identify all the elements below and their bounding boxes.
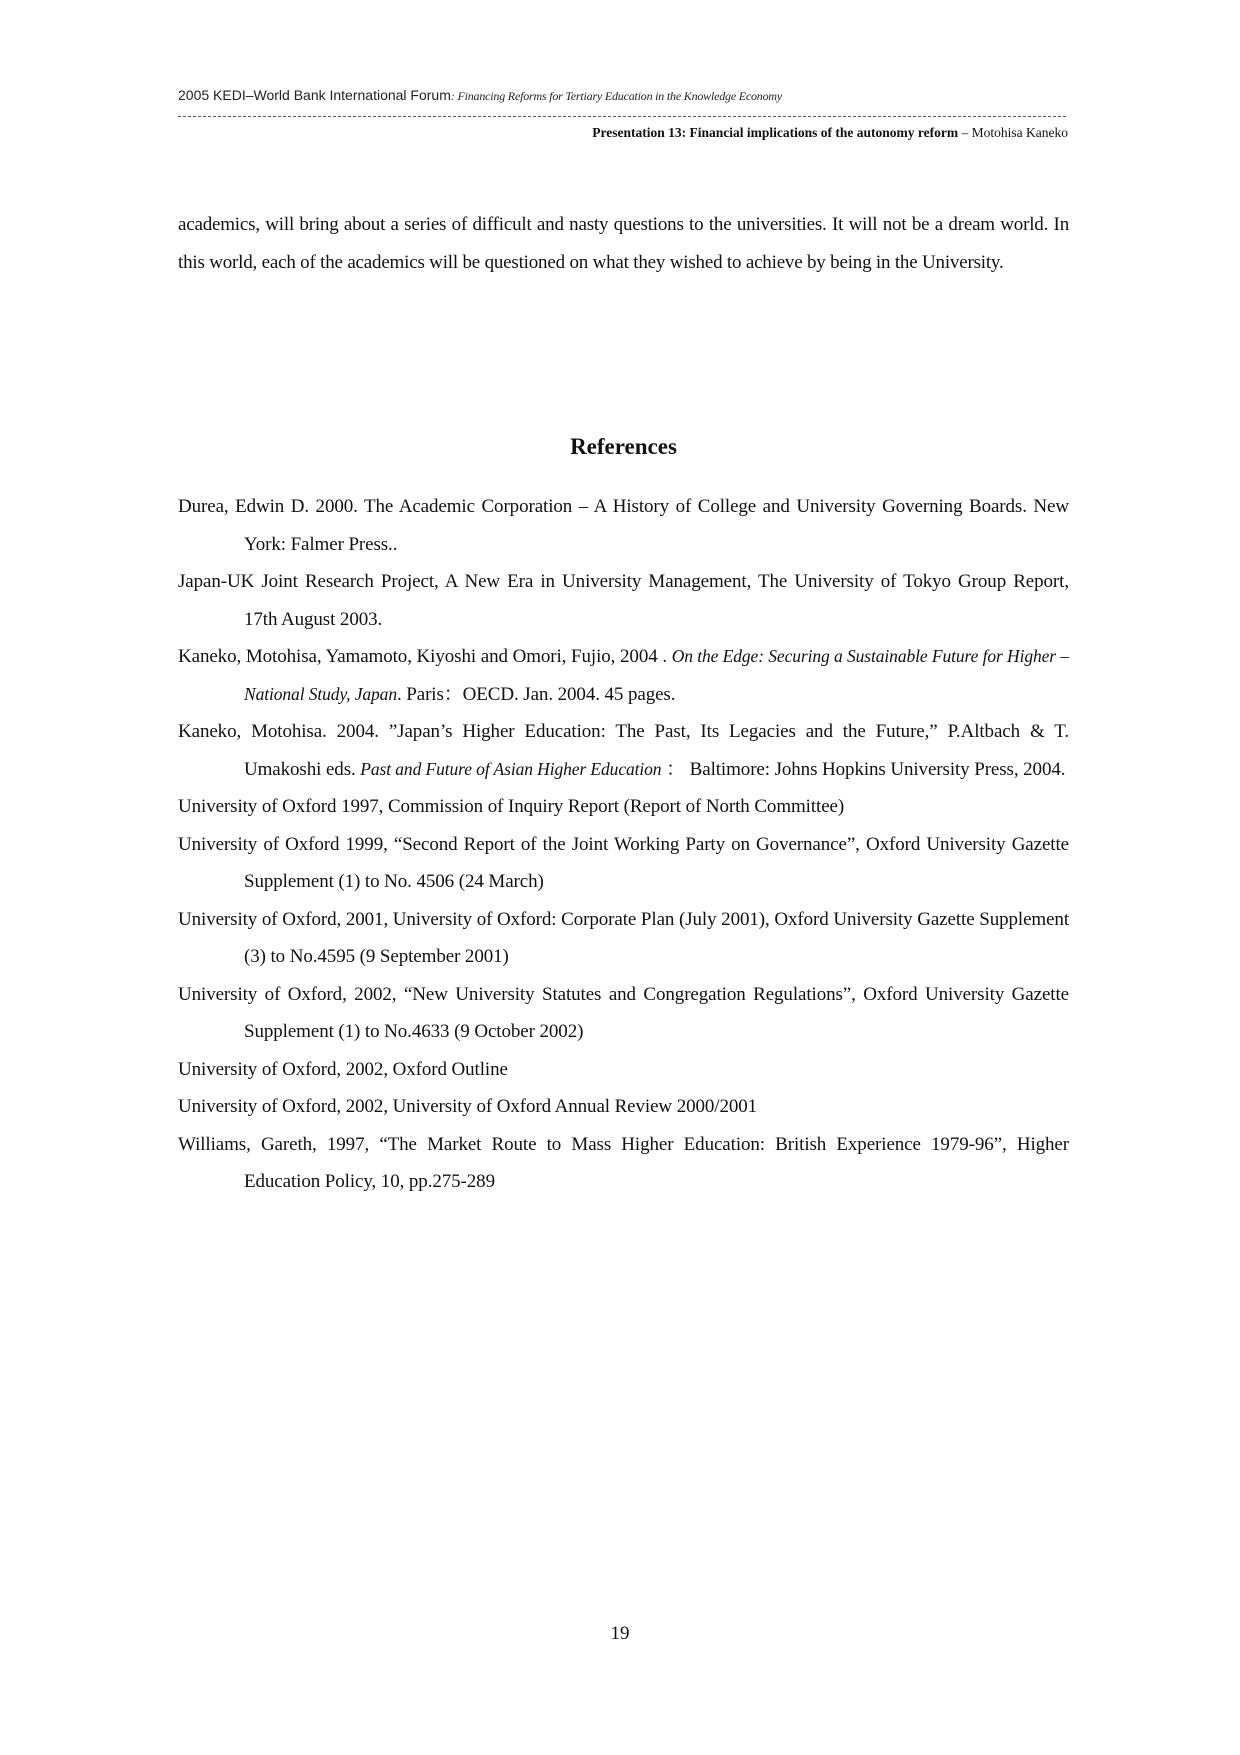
reference-item — [178, 638, 1069, 713]
reference-item: University of Oxford, 2001, University of Oxford: Corporate Plan (July 2001), Oxford University Gazette Supplement (3) to No.4595 (9 September 2001) — [178, 908, 1069, 967]
presentation-line — [592, 124, 1068, 142]
reference-text: ： Baltimore: Johns Hopkins University Press, 2004. — [661, 758, 1066, 780]
reference-text: Kaneko, Motohisa, Yamamoto, Kiyoshi and Omori, Fujio, 2004 . — [178, 646, 672, 667]
forum-name: 2005 KEDI–World Bank International Forum — [178, 87, 451, 103]
reference-item: University of Oxford, 2002, University of Oxford Annual Review 2000/2001 — [178, 1096, 758, 1117]
presentation-author: – Motohisa Kaneko — [958, 125, 1068, 140]
references-heading: References — [570, 434, 677, 459]
reference-text: Kaneko, Motohisa. 2004. ”Japan’s Higher Education: The Past, Its Legacies and the Future,” P.Altbach & T. Umakoshi eds. — [178, 721, 1069, 780]
reference-text: . Paris：OECD. Jan. 2004. 45 pages. — [396, 683, 676, 705]
reference-item: University of Oxford, 2002, Oxford Outline — [178, 1058, 508, 1080]
references-list — [178, 488, 1069, 1201]
reference-item — [178, 713, 1069, 788]
header-divider — [178, 116, 1066, 117]
body-paragraph: academics, will bring about a series of difficult and nasty questions to the universities. It will not be a dream world. In this world, each of the academics will be questioned on what they wished to achieve by being in the University. — [178, 214, 1069, 273]
reference-item: Williams, Gareth, 1997, “The Market Route to Mass Higher Education: British Experience 1979-96”, Higher Education Policy, 10, pp.275-289 — [178, 1133, 1069, 1192]
presentation-title: Presentation 13: Financial implications of the autonomy reform — [592, 125, 959, 140]
reference-item: Japan-UK Joint Research Project, A New Era in University Management, The University of Tokyo Group Report, 17th August 2003. — [178, 571, 1069, 630]
reference-item: University of Oxford 1997, Commission of Inquiry Report (Report of North Committee) — [178, 796, 845, 817]
forum-subtitle: : Financing Reforms for Tertiary Education in the Knowledge Economy — [450, 89, 783, 103]
reference-item: Durea, Edwin D. 2000. The Academic Corporation – A History of College and University Governing Boards. New York: Falmer Press.. — [178, 496, 1069, 555]
page-number: 19 — [610, 1623, 630, 1644]
reference-item: University of Oxford 1999, “Second Report of the Joint Working Party on Governance”, Oxford University Gazette Supplement (1) to No. 4506 (24 March) — [178, 833, 1069, 892]
reference-title-italic: Past and Future of Asian Higher Education — [360, 758, 662, 779]
reference-item: University of Oxford, 2002, “New University Statutes and Congregation Regulations”, Oxford University Gazette Supplement (1) to No.4633 (9 October 2002) — [178, 983, 1069, 1042]
reference-title-italic: On the Edge: Securing a Sustainable Future for Higher – National Study, Japan — [244, 646, 1070, 704]
running-header — [178, 86, 1068, 105]
